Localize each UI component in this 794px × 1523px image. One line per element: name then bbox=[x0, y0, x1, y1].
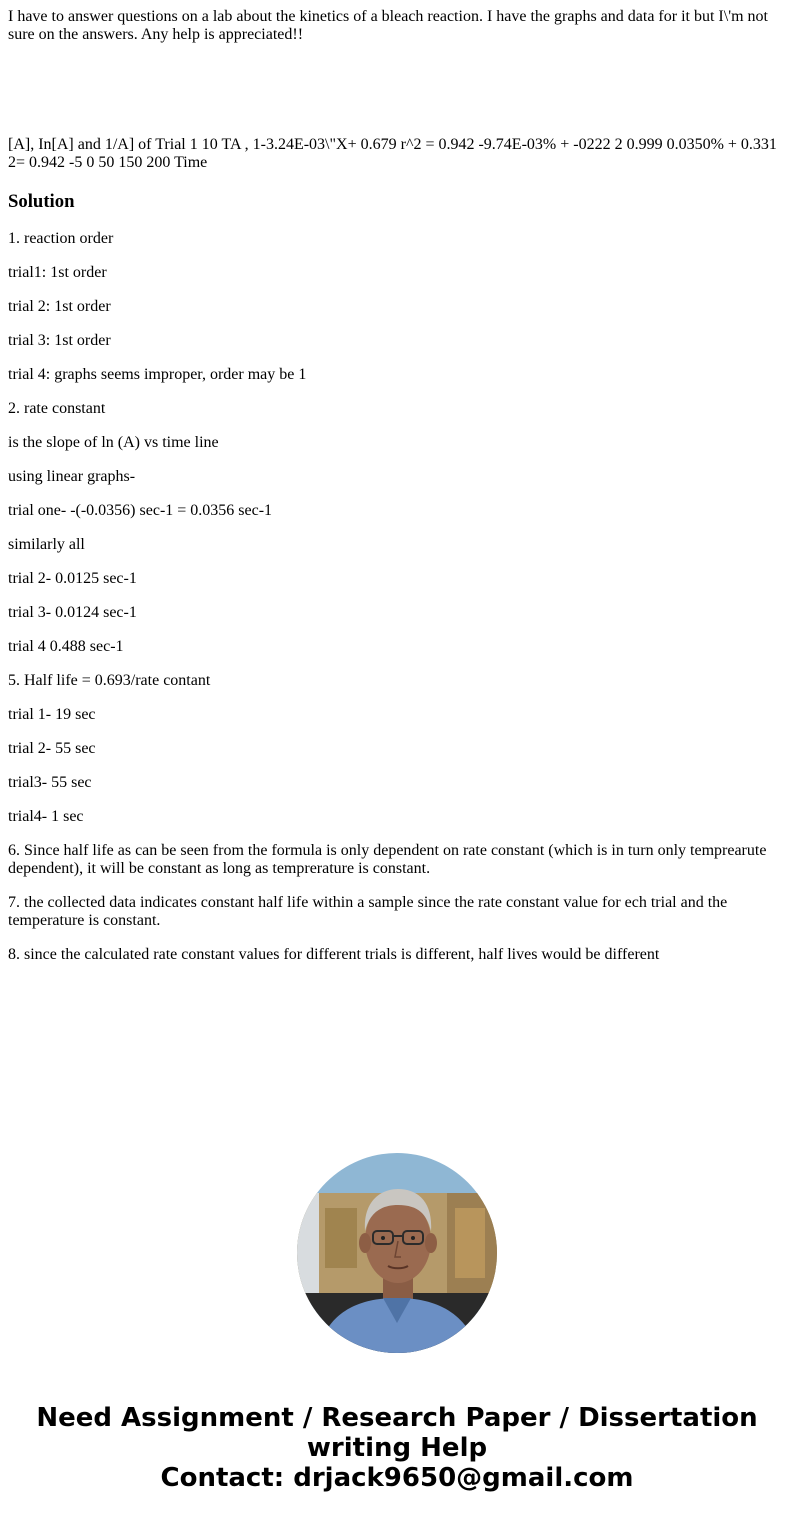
answer-line: 2. rate constant bbox=[8, 400, 106, 417]
answer-line: trial 2: 1st order bbox=[8, 298, 111, 315]
promo-line-1: Need Assignment / Research Paper / Dissertation bbox=[36, 1403, 758, 1433]
answer-line: trial 4: graphs seems improper, order may be 1 bbox=[8, 366, 307, 383]
answer-line: similarly all bbox=[8, 536, 85, 553]
answer-line: trial1: 1st order bbox=[8, 264, 107, 281]
answer-line: trial one- -(-0.0356) sec-1 = 0.0356 sec-1 bbox=[8, 502, 273, 519]
answer-line: 6. Since half life as can be seen from the formula is only dependent on rate constant (which is in turn only temprearute dependent), it will be constant as long as tempreraturе is constant. bbox=[8, 842, 767, 877]
question-text: I have to answer questions on a lab about the kinetics of a bleach reaction. I have the graphs and data for it but I\'m not sure on the answers. Any help is appreciated!! bbox=[8, 8, 768, 43]
answer-line: trial 3- 0.0124 sec-1 bbox=[8, 604, 137, 621]
promo-line-2: writing Help bbox=[306, 1433, 488, 1463]
answer-line: trial 2- 55 sec bbox=[8, 740, 96, 757]
promo-contact-line: Contact: drjack9650@gmail.com bbox=[160, 1463, 634, 1493]
answer-line: 7. the collected data indicates constant half life within a sample since the rate constant value for ech trial and the temperature is constant. bbox=[8, 894, 728, 929]
answer-line: using linear graphs- bbox=[8, 468, 136, 485]
graph-caption-text: [A], In[A] and 1/A] of Trial 1 10 TA , 1-3.24E-03\"X+ 0.679 r^2 = 0.942 -9.74E-03% + -0222 2 0.999 0.0350% + 0.331 2= 0.942 -5 0 50 150 200 Time bbox=[8, 136, 777, 171]
solution-heading: Solution bbox=[8, 191, 75, 212]
main-content bbox=[8, 8, 786, 964]
answer-line: trial 2- 0.0125 sec-1 bbox=[8, 570, 137, 587]
answer-line: trial 4 0.488 sec-1 bbox=[8, 638, 124, 655]
answer-line: is the slope of ln (A) vs time line bbox=[8, 434, 219, 451]
answer-line: trial 3: 1st order bbox=[8, 332, 111, 349]
answer-line: 5. Half life = 0.693/rate contant bbox=[8, 672, 211, 689]
answer-line: trial4- 1 sec bbox=[8, 808, 84, 825]
answer-line: trial3- 55 sec bbox=[8, 774, 92, 791]
author-avatar bbox=[297, 1153, 497, 1353]
answer-line: 8. since the calculated rate constant values for different trials is different, half lives would be different bbox=[8, 946, 660, 963]
promo-banner bbox=[0, 1403, 794, 1493]
solution-answers bbox=[8, 230, 786, 964]
answer-line: trial 1- 19 sec bbox=[8, 706, 96, 723]
answer-line: 1. reaction order bbox=[8, 230, 114, 247]
avatar-portrait-icon bbox=[297, 1153, 497, 1353]
